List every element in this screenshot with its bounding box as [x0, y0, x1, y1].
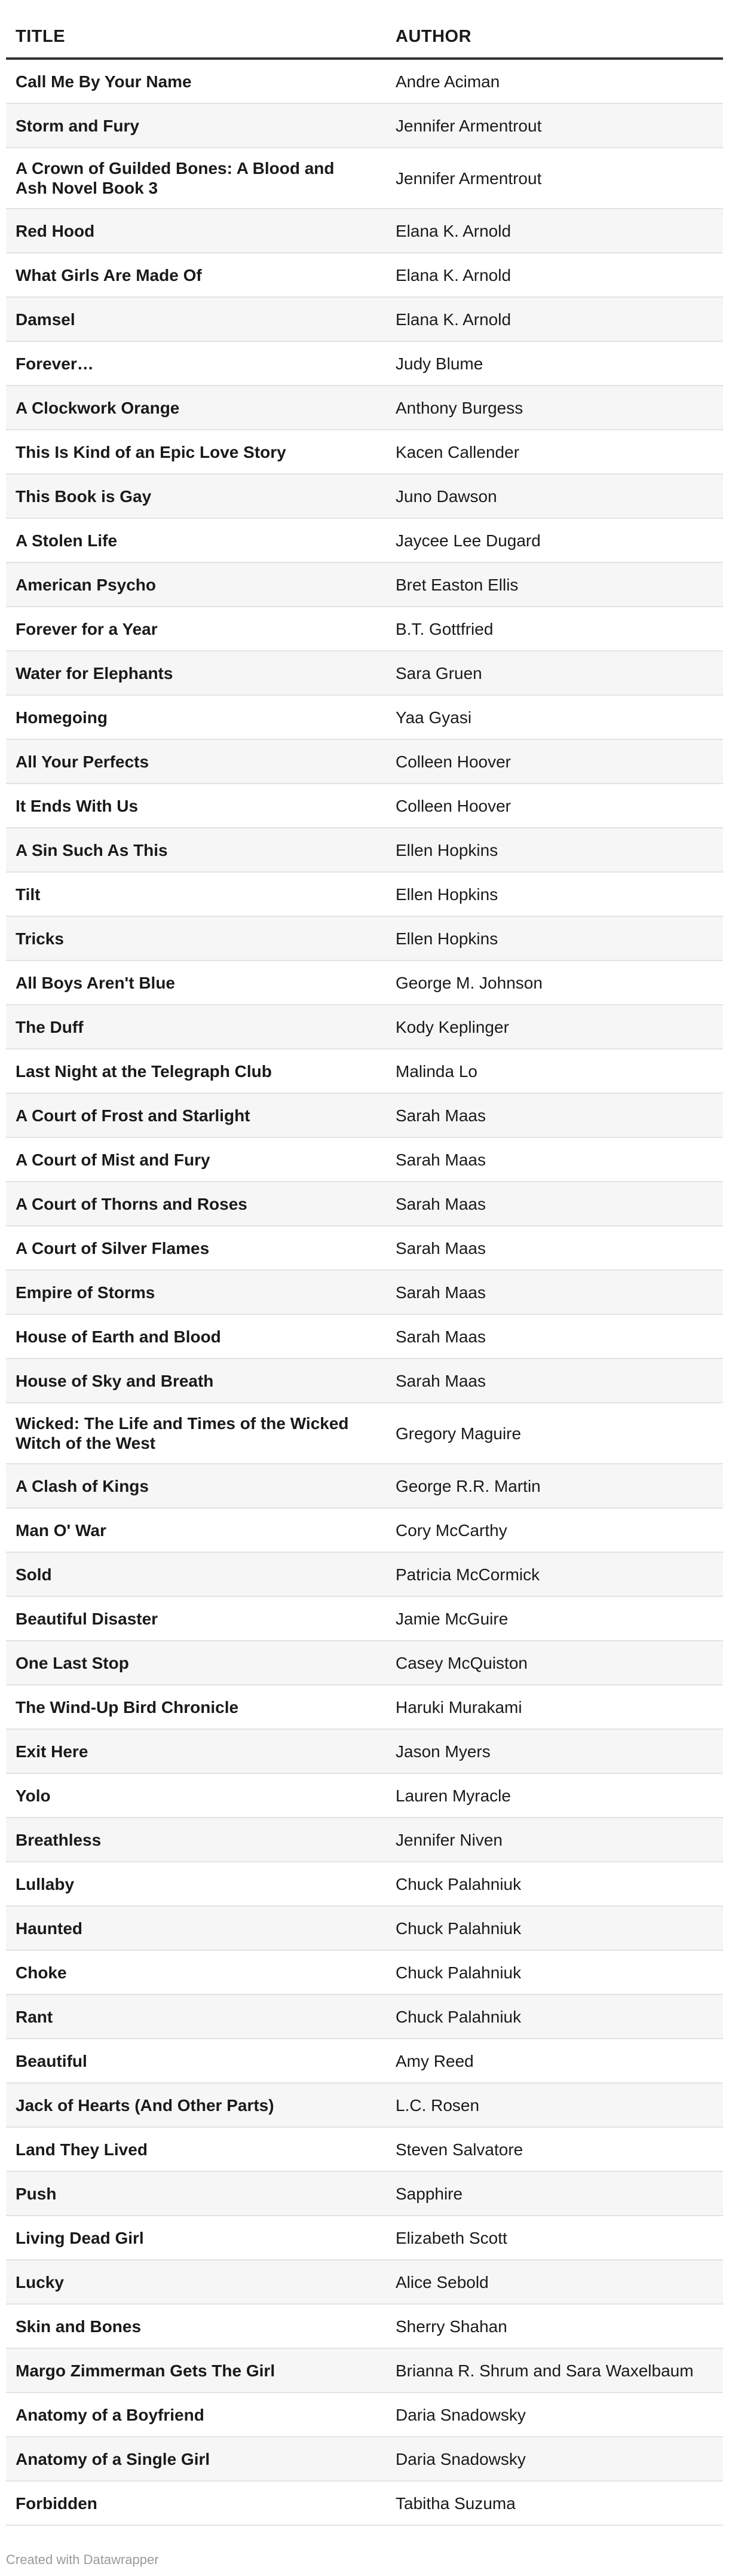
table-row	[6, 1818, 723, 1862]
cell-title: Sold	[16, 1565, 52, 1584]
table-body	[6, 60, 723, 2526]
cell-title: Tilt	[16, 885, 41, 904]
cell-author: Sarah Maas	[396, 1283, 486, 1302]
cell-title: Man O' War	[16, 1520, 106, 1540]
cell-title: Beautiful Disaster	[16, 1609, 158, 1628]
table-row	[6, 1685, 723, 1730]
cell-author: Jennifer Niven	[396, 1830, 503, 1849]
cell-title: Haunted	[16, 1919, 82, 1938]
cell-title: Lucky	[16, 2272, 64, 2292]
table-row	[6, 2482, 723, 2526]
cell-title: The Wind-Up Bird Chronicle	[16, 1697, 239, 1717]
column-header-title[interactable]: TITLE	[16, 27, 66, 46]
cell-title: Yolo	[16, 1786, 51, 1805]
cell-author: Jennifer Armentrout	[396, 116, 542, 135]
cell-title: It Ends With Us	[16, 796, 139, 815]
cell-author: Jaycee Lee Dugard	[396, 531, 541, 550]
table-row	[6, 1226, 723, 1271]
table-row	[6, 1774, 723, 1818]
table-row	[6, 2128, 723, 2172]
cell-author: Sapphire	[396, 2184, 463, 2203]
cell-author: Jason Myers	[396, 1742, 491, 1761]
column-header-author[interactable]: AUTHOR	[396, 27, 472, 46]
cell-author: Sarah Maas	[396, 1150, 486, 1169]
table-row	[6, 1951, 723, 1995]
cell-author: Steven Salvatore	[396, 2140, 523, 2159]
table-row	[6, 298, 723, 342]
books-table	[6, 0, 723, 2526]
cell-title: Push	[16, 2184, 57, 2203]
cell-author: Kody Keplinger	[396, 1017, 509, 1036]
table-row	[6, 917, 723, 961]
cell-title: A Court of Thorns and Roses	[16, 1194, 247, 1213]
cell-author: Juno Dawson	[396, 487, 497, 506]
table-row	[6, 1050, 723, 1094]
cell-title: A Court of Mist and Fury	[16, 1150, 210, 1169]
cell-title: All Boys Aren't Blue	[16, 973, 175, 992]
table-row	[6, 1315, 723, 1359]
cell-author: Cory McCarthy	[396, 1520, 507, 1540]
cell-title: Skin and Bones	[16, 2317, 142, 2336]
table-row	[6, 1403, 723, 1464]
cell-title: Anatomy of a Boyfriend	[16, 2405, 204, 2424]
cell-title: Red Hood	[16, 221, 95, 240]
cell-title: The Duff	[16, 1017, 84, 1036]
table-row	[6, 2393, 723, 2437]
table-row	[6, 961, 723, 1005]
table-row	[6, 2172, 723, 2216]
cell-title: Water for Elephants	[16, 663, 173, 683]
table-row	[6, 2349, 723, 2393]
cell-author: Ellen Hopkins	[396, 840, 498, 859]
cell-title: Storm and Fury	[16, 116, 139, 135]
cell-author: George M. Johnson	[396, 973, 543, 992]
table-row	[6, 2084, 723, 2128]
cell-title: Breathless	[16, 1830, 102, 1849]
table-row	[6, 1182, 723, 1226]
cell-author: Elana K. Arnold	[396, 221, 511, 240]
cell-author: Alice Sebold	[396, 2272, 489, 2292]
cell-author: Chuck Palahniuk	[396, 1874, 522, 1893]
table-row	[6, 696, 723, 740]
table-row	[6, 386, 723, 430]
cell-title: American Psycho	[16, 575, 156, 594]
table-row	[6, 828, 723, 873]
cell-author: Yaa Gyasi	[396, 708, 472, 727]
cell-author: Daria Snadowsky	[396, 2405, 526, 2424]
cell-author: Malinda Lo	[396, 1061, 477, 1081]
cell-title: House of Sky and Breath	[16, 1371, 214, 1390]
cell-title: A Sin Such As This	[16, 840, 168, 859]
table-row	[6, 342, 723, 386]
cell-author: Haruki Murakami	[396, 1697, 522, 1717]
cell-title: Jack of Hearts (And Other Parts)	[16, 2095, 274, 2115]
cell-title: A Stolen Life	[16, 531, 118, 550]
table-row	[6, 1464, 723, 1509]
table-row	[6, 1359, 723, 1403]
table-row	[6, 1597, 723, 1641]
cell-author: Ellen Hopkins	[396, 929, 498, 948]
table-row	[6, 1138, 723, 1182]
cell-author: Sarah Maas	[396, 1327, 486, 1346]
cell-title: Forever…	[16, 354, 94, 373]
cell-author: Chuck Palahniuk	[396, 1919, 522, 1938]
cell-title: Exit Here	[16, 1742, 88, 1761]
table-row	[6, 2437, 723, 2482]
table-row	[6, 2039, 723, 2084]
table-row	[6, 475, 723, 519]
cell-author: Lauren Myracle	[396, 1786, 511, 1805]
cell-title: Forbidden	[16, 2494, 97, 2513]
table-row	[6, 104, 723, 148]
cell-title: Rant	[16, 2007, 53, 2026]
cell-author: Bret Easton Ellis	[396, 575, 519, 594]
cell-author: Tabitha Suzuma	[396, 2494, 516, 2513]
cell-author: Elana K. Arnold	[396, 310, 511, 329]
cell-title: House of Earth and Blood	[16, 1327, 221, 1346]
cell-title: This Is Kind of an Epic Love Story	[16, 442, 286, 461]
table-row	[6, 651, 723, 696]
table-row	[6, 1094, 723, 1138]
cell-author: Brianna R. Shrum and Sara Waxelbaum	[396, 2361, 694, 2380]
cell-author: Jennifer Armentrout	[396, 169, 542, 188]
table-row	[6, 1553, 723, 1597]
table-row	[6, 1730, 723, 1774]
table-row	[6, 1005, 723, 1050]
cell-title: Land They Lived	[16, 2140, 148, 2159]
table-row	[6, 148, 723, 209]
cell-author: Judy Blume	[396, 354, 483, 373]
cell-author: Jamie McGuire	[396, 1609, 509, 1628]
cell-title: Tricks	[16, 929, 64, 948]
cell-title: Damsel	[16, 310, 75, 329]
cell-title: Anatomy of a Single Girl	[16, 2449, 210, 2468]
table-row	[6, 1509, 723, 1553]
table-row	[6, 1907, 723, 1951]
table-header	[6, 0, 723, 60]
table-row	[6, 2216, 723, 2260]
cell-title: A Court of Silver Flames	[16, 1238, 210, 1258]
cell-author: Sara Gruen	[396, 663, 482, 683]
cell-author: Ellen Hopkins	[396, 885, 498, 904]
cell-author: Chuck Palahniuk	[396, 1963, 522, 1982]
cell-author: Sarah Maas	[396, 1106, 486, 1125]
cell-author: Sarah Maas	[396, 1238, 486, 1258]
table-row	[6, 2305, 723, 2349]
cell-author: Andre Aciman	[396, 72, 500, 91]
cell-title: Last Night at the Telegraph Club	[16, 1061, 272, 1081]
cell-title: Choke	[16, 1963, 67, 1982]
cell-author: Kacen Callender	[396, 442, 520, 461]
table-row	[6, 607, 723, 651]
cell-author: George R.R. Martin	[396, 1476, 541, 1495]
table-row	[6, 60, 723, 104]
cell-author: Sherry Shahan	[396, 2317, 507, 2336]
cell-author: Patricia McCormick	[396, 1565, 540, 1584]
table-row	[6, 563, 723, 607]
cell-author: Sarah Maas	[396, 1371, 486, 1390]
cell-title: A Court of Frost and Starlight	[16, 1106, 250, 1125]
cell-author: Chuck Palahniuk	[396, 2007, 522, 2026]
table-row	[6, 784, 723, 828]
table-row	[6, 1862, 723, 1907]
table-row	[6, 1641, 723, 1685]
cell-author: Colleen Hoover	[396, 796, 511, 815]
cell-title: Lullaby	[16, 1874, 75, 1893]
cell-author: Sarah Maas	[396, 1194, 486, 1213]
table-row	[6, 430, 723, 475]
cell-title: Beautiful	[16, 2051, 87, 2070]
cell-title: Empire of Storms	[16, 1283, 155, 1302]
cell-author: Amy Reed	[396, 2051, 474, 2070]
table-row	[6, 253, 723, 298]
cell-author: B.T. Gottfried	[396, 619, 494, 638]
table-row	[6, 873, 723, 917]
cell-title: One Last Stop	[16, 1653, 129, 1672]
table-row	[6, 2260, 723, 2305]
cell-title: A Crown of Guilded Bones: A Blood and Ash Novel Book 3	[16, 159, 335, 197]
cell-title: Living Dead Girl	[16, 2228, 144, 2247]
cell-author: L.C. Rosen	[396, 2095, 480, 2115]
cell-title: A Clash of Kings	[16, 1476, 149, 1495]
cell-title: Forever for a Year	[16, 619, 158, 638]
cell-author: Colleen Hoover	[396, 752, 511, 771]
table-row	[6, 1995, 723, 2039]
cell-author: Casey McQuiston	[396, 1653, 528, 1672]
cell-title: All Your Perfects	[16, 752, 149, 771]
cell-title: Wicked: The Life and Times of the Wicked Witch of the West	[16, 1414, 349, 1452]
cell-title: Homegoing	[16, 708, 108, 727]
cell-author: Elana K. Arnold	[396, 265, 511, 284]
footer-credit: Created with Datawrapper	[6, 2552, 159, 2567]
cell-title: This Book is Gay	[16, 487, 152, 506]
cell-author: Gregory Maguire	[396, 1424, 522, 1443]
cell-author: Anthony Burgess	[396, 398, 523, 417]
table-row	[6, 209, 723, 253]
cell-author: Daria Snadowsky	[396, 2449, 526, 2468]
table-row	[6, 519, 723, 563]
table-row	[6, 740, 723, 784]
cell-title: A Clockwork Orange	[16, 398, 180, 417]
cell-title: Margo Zimmerman Gets The Girl	[16, 2361, 275, 2380]
cell-title: What Girls Are Made Of	[16, 265, 202, 284]
cell-author: Elizabeth Scott	[396, 2228, 507, 2247]
cell-title: Call Me By Your Name	[16, 72, 192, 91]
table-row	[6, 1271, 723, 1315]
